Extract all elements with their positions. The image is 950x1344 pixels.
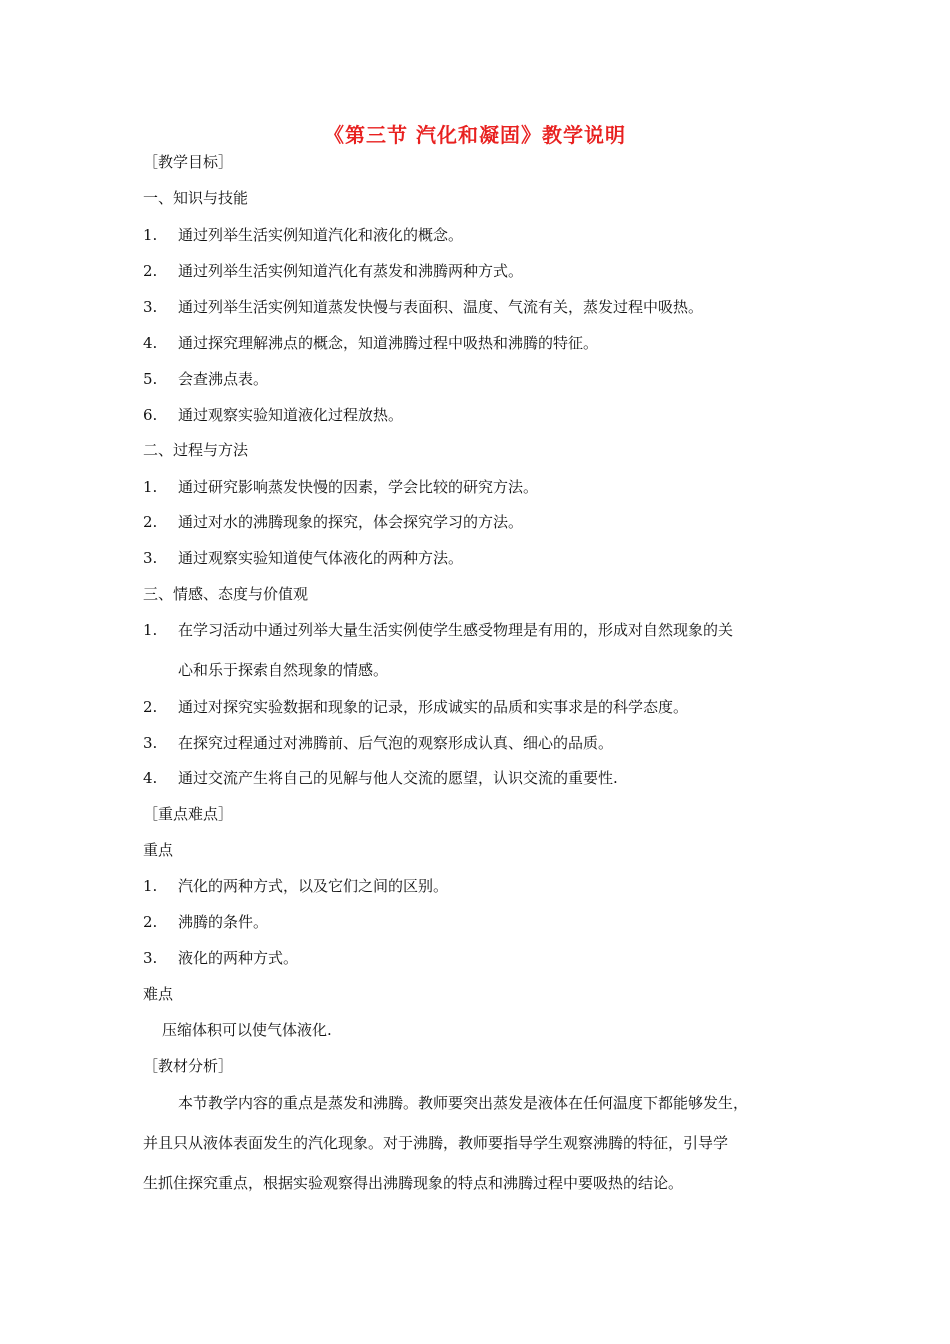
document-title: 《第三节 汽化和凝固》教学说明 — [324, 123, 626, 147]
list-item: 通过观察实验知道使气体液化的两种方法。 — [178, 549, 464, 567]
list-item-number: 1. — [143, 877, 158, 895]
list-item-number: 2. — [143, 913, 158, 931]
list-item-continuation: 心和乐于探索自然现象的情感。 — [178, 661, 389, 679]
list-item: 通过研究影响蒸发快慢的因素，学会比较的研究方法。 — [178, 478, 539, 496]
list-item-number: 3. — [143, 549, 158, 567]
list-item: 汽化的两种方式，以及它们之间的区别。 — [178, 877, 449, 895]
list-item-number: 3. — [143, 734, 158, 752]
list-item: 通过列举生活实例知道蒸发快慢与表面积、温度、气流有关，蒸发过程中吸热。 — [178, 298, 704, 316]
list-item-number: 1. — [143, 621, 158, 639]
list-item: 通过对水的沸腾现象的探究，体会探究学习的方法。 — [178, 513, 524, 531]
list-item-number: 3. — [143, 298, 158, 316]
key-heading: 重点 — [143, 841, 174, 859]
list-item-number: 5. — [143, 370, 158, 388]
list-item-number: 4. — [143, 334, 158, 352]
emotion-heading: 三、情感、态度与价值观 — [143, 585, 309, 603]
analysis-line: 生抓住探究重点，根据实验观察得出沸腾现象的特点和沸腾过程中要吸热的结论。 — [143, 1174, 684, 1192]
difficult-heading: 难点 — [143, 985, 174, 1003]
list-item-number: 1. — [143, 478, 158, 496]
difficult-text: 压缩体积可以使气体液化. — [162, 1021, 332, 1039]
list-item-number: 2. — [143, 698, 158, 716]
list-item: 沸腾的条件。 — [178, 913, 269, 931]
process-heading: 二、过程与方法 — [143, 441, 249, 459]
list-item: 液化的两种方式。 — [178, 949, 299, 967]
list-item: 通过交流产生将自己的见解与他人交流的愿望，认识交流的重要性. — [178, 769, 618, 787]
list-item: 在探究过程通过对沸腾前、后气泡的观察形成认真、细心的品质。 — [178, 734, 614, 752]
list-item: 通过列举生活实例知道汽化有蒸发和沸腾两种方式。 — [178, 262, 524, 280]
section-analysis-heading: ［教材分析］ — [143, 1057, 234, 1075]
list-item-number: 3. — [143, 949, 158, 967]
list-item: 通过对探究实验数据和现象的记录，形成诚实的品质和实事求是的科学态度。 — [178, 698, 689, 716]
list-item: 会查沸点表。 — [178, 370, 269, 388]
list-item: 通过探究理解沸点的概念，知道沸腾过程中吸热和沸腾的特征。 — [178, 334, 599, 352]
analysis-line: 并且只从液体表面发生的汽化现象。对于沸腾，教师要指导学生观察沸腾的特征，引导学 — [143, 1134, 729, 1152]
list-item-number: 4. — [143, 769, 158, 787]
list-item: 通过列举生活实例知道汽化和液化的概念。 — [178, 226, 464, 244]
section-objectives-heading: ［教学目标］ — [143, 153, 234, 171]
section-keypoints-heading: ［重点难点］ — [143, 805, 234, 823]
analysis-line: 本节教学内容的重点是蒸发和沸腾。教师要突出蒸发是液体在任何温度下都能够发生， — [178, 1094, 749, 1112]
list-item: 在学习活动中通过列举大量生活实例使学生感受物理是有用的，形成对自然现象的关 — [178, 621, 734, 639]
knowledge-heading: 一、知识与技能 — [143, 189, 249, 207]
list-item-number: 6. — [143, 406, 158, 424]
list-item-number: 1. — [143, 226, 158, 244]
list-item: 通过观察实验知道液化过程放热。 — [178, 406, 404, 424]
list-item-number: 2. — [143, 513, 158, 531]
list-item-number: 2. — [143, 262, 158, 280]
